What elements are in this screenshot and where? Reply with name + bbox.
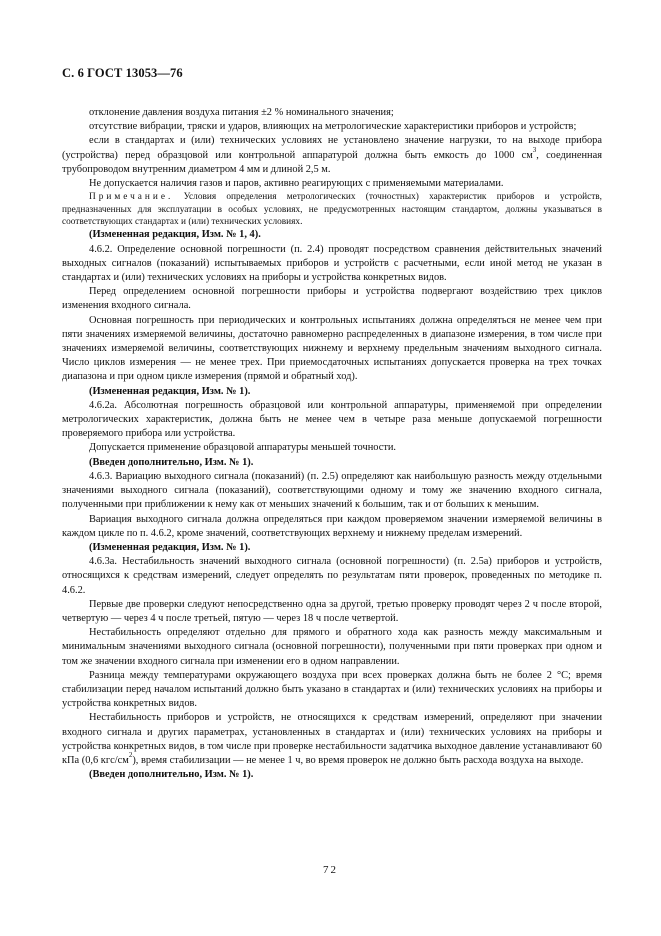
paragraph: Разница между температурами окружающего воздуха при всех проверках должна быть не более 2 °С; время стабилизации перед началом испытаний должно быть указано в стандартах и (или) технических условиях на приборы и устройства конкретных видов. (62, 669, 602, 710)
paragraph (62, 711, 602, 768)
amendment-note: (Измененная редакция, Изм. № 1, 4). (89, 229, 261, 241)
amendment-note: (Введен дополнительно, Изм. № 1). (89, 456, 254, 468)
text-run: если в стандартах и (или) технических условиях не установлено значение нагрузки, то на выходе прибора (устройства) перед образцовой или контрольной аппаратурой должна быть емкость до 1000 см (62, 135, 602, 161)
note (62, 191, 602, 228)
text-run: Нестабильность приборов и устройств, не относящихся к средствам измерений, определяют при значении входного сигнала и других параметрах, установленных в стандартах и (или) технических условиях на приборы и устройства конкретных видов, в том числе при проверке нестабильности задатчика выходное давление устанавливают 60 кПа (0,6 кгс/см (62, 712, 602, 766)
paragraph: 4.6.2. Определение основной погрешности (п. 2.4) проводят посредством сравнения действительных значений выходных сигналов (показаний) испытываемых приборов и устройств с расчетными, если иной метод не указан в стандартах и (или) технических условиях на приборы и устройства конкретных видов. (62, 243, 602, 284)
paragraph: Основная погрешность при периодических и контрольных испытаниях должна определяться не менее чем при пяти значениях измеряемой величины, достаточно равномерно распределенных в диапазоне измерения, в том числе при значениях измеряемой величины, соответствующих нижнему и верхнему предельным значениям выходного сигнала. Число циклов измерения — не менее трех. При приемосдаточных испытаниях допускается проверка на трех точках диапазона и при одном цикле измерения (прямой и обратный ход). (62, 314, 602, 383)
paragraph: 4.6.3а. Нестабильность значений выходного сигнала (основной погрешности) (п. 2.5а) приборов и устройств, относящихся к средствам измерений, следует определять по результатам пяти проверок, проведенных по методике п. 4.6.2. (62, 556, 602, 596)
paragraph: Вариация выходного сигнала должна определяться при каждом проверяемом значении измеряемой величины в каждом цикле по п. 4.6.2, кроме значений, соответствующих верхнему и нижнему пределам измерений. (62, 513, 602, 539)
paragraph: Первые две проверки следуют непосредственно одна за другой, третью проверку проводят через 2 ч после второй, четвертую — через 4 ч после третьей, пятую — через 18 ч после четвертой. (62, 598, 602, 624)
paragraph: отсутствие вибрации, тряски и ударов, влияющих на метрологические характеристики приборов и устройств; (89, 121, 577, 133)
paragraph: Допускается применение образцовой аппаратуры меньшей точности. (89, 442, 397, 454)
amendment-note: (Введен дополнительно, Изм. № 1). (89, 769, 254, 781)
paragraph: 4.6.3. Вариацию выходного сигнала (показаний) (п. 2.5) определяют как наибольшую разность между отдельными значениями выходного сигнала (показаний), соответствующими одному и тому же значению входного сигнала, полученными при приближении к нему как от меньших значений к большим, так и от больших к меньшим. (62, 470, 602, 511)
note-label: Примечание. (89, 192, 174, 203)
superscript: 3 (532, 146, 537, 155)
text-run: , соединенная трубопроводом внутренним диаметром 4 мм и длиной 2,5 м. (62, 149, 603, 175)
note-text: Условия определения метрологических (точностных) характеристик приборов и устройств, предназначенных для эксплуатации в особых условиях, не предусмотренных настоящим стандартом, должны указываться в соответствующих стандартах и (или) технических условиях. (62, 192, 602, 228)
paragraph: Нестабильность определяют отдельно для прямого и обратного хода как разность между максимальным и минимальным значениями выходного сигнала (основной погрешности), полученными при пяти проверках при одном и том же значении входного сигнала при изменении его в одном направлении. (62, 627, 602, 667)
document-body (62, 106, 602, 782)
paragraph: отклонение давления воздуха питания ±2 % номинального значения; (89, 107, 394, 118)
amendment-note: (Измененная редакция, Изм. № 1). (89, 385, 251, 397)
paragraph: 4.6.2а. Абсолютная погрешность образцовой или контрольной аппаратуры, применяемой при определении метрологических характеристик, должна быть не менее чем в четыре раза меньше допускаемой погрешности проверяемого прибора или устройства. (62, 399, 602, 440)
superscript: 2 (128, 751, 133, 760)
page-header: С. 6 ГОСТ 13053—76 (62, 66, 183, 80)
page-number: 72 (323, 864, 338, 876)
amendment-note: (Измененная редакция, Изм. № 1). (89, 541, 251, 553)
paragraph (62, 134, 602, 177)
paragraph: Перед определением основной погрешности приборы и устройства подвергают воздействию трех циклов изменения входного сигнала. (62, 286, 602, 312)
paragraph: Не допускается наличия газов и паров, активно реагирующих с применяемыми материалами. (89, 178, 504, 190)
text-run: ), время стабилизации — не менее 1 ч, во время проверок не должно быть расхода воздуха на выходе. (132, 754, 584, 766)
